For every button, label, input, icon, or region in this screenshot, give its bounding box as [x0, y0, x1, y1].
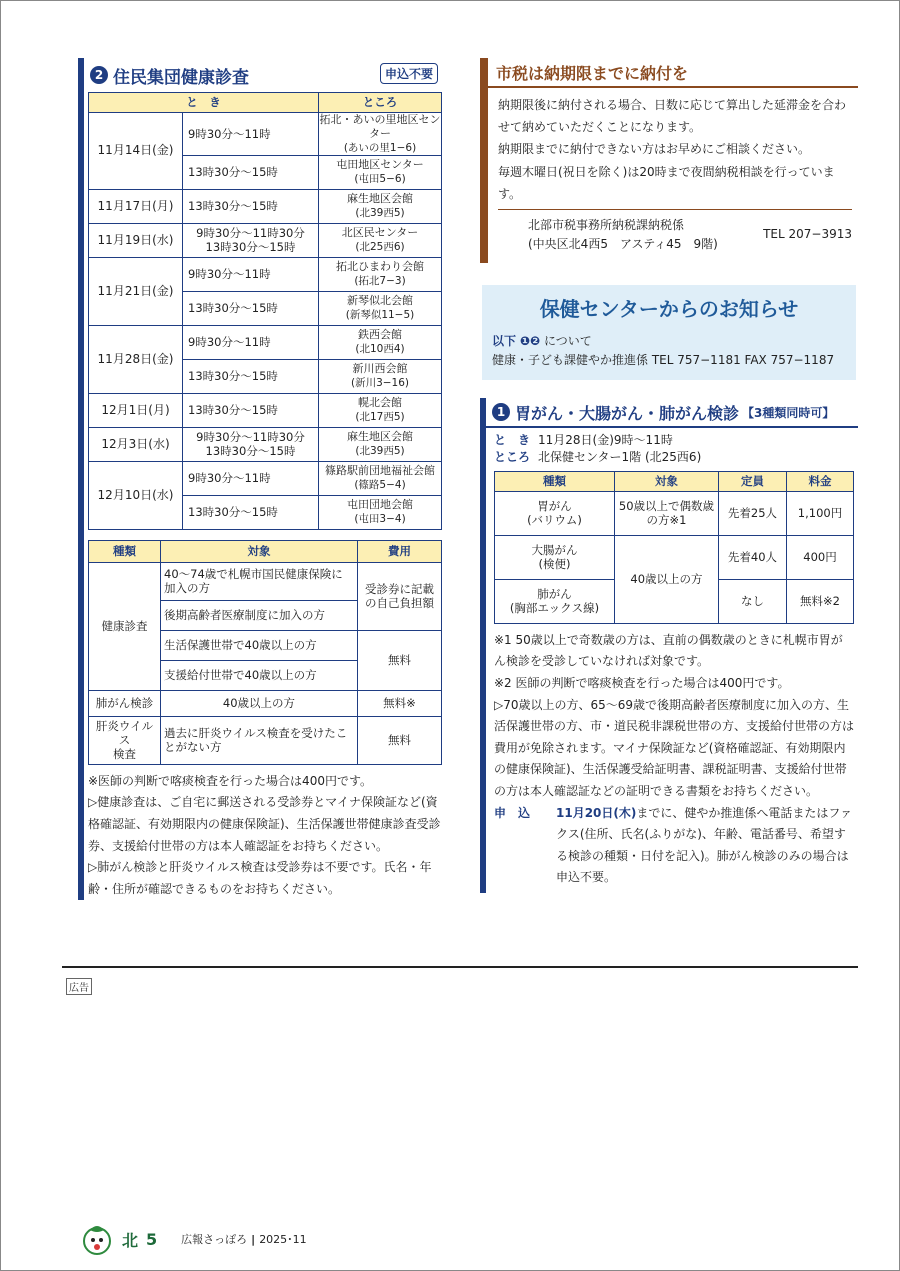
cancer-capacity: 先着40人	[719, 535, 787, 579]
place-name: 麻生地区会館	[347, 192, 413, 206]
schedule-date: 11月19日(水)	[89, 223, 183, 257]
place-name: 篠路駅前団地福祉会館	[325, 464, 435, 478]
place-name: 麻生地区会館	[347, 430, 413, 444]
tax-address: (中央区北4西5 アスティ45 9階)	[528, 236, 718, 251]
footer-publication: 広報さっぽろ	[181, 1233, 248, 1246]
cancer-type	[495, 491, 615, 535]
fee-target: 後期高齢者医療制度に加入の方	[161, 600, 358, 630]
group-checkup-section	[78, 58, 442, 900]
note-item: ▷肺がん検診と肝炎ウイルス検査は受診券は不要です。氏名・年齢・住所が確認できるものをお持ちください。	[88, 860, 432, 896]
section-number: 1	[492, 403, 510, 421]
mascot-icon	[80, 1222, 114, 1256]
no-application-badge: 申込不要	[380, 63, 438, 84]
type-name: 胃がん	[537, 498, 572, 513]
fee-target: 40歳以上の方	[161, 690, 358, 716]
schedule-place	[319, 427, 442, 461]
apply-text: までに、健やか推進係へ電話またはファクス(住所、氏名(ふりがな)、年齢、電話番号、希望する検診の種類・日付を記入)。肺がん検診のみの場合は申込不要。	[556, 805, 853, 885]
type-method: (胸部エックス線)	[509, 601, 600, 616]
health-sub-numbers: ❶❷	[519, 334, 541, 348]
place-name: 鉄西会館	[358, 328, 402, 342]
schedule-date: 11月17日(月)	[89, 189, 183, 223]
time-morning: 9時30分～11時30分	[196, 429, 305, 444]
tax-body	[480, 88, 858, 263]
footer-separator: |	[251, 1232, 256, 1246]
place-name: 北区民センター	[341, 226, 419, 240]
ad-label: 広告	[66, 978, 92, 995]
place-name: 新川西会館	[352, 362, 408, 376]
health-center-contact: 健康・子ども課健やか推進係 TEL 757−1181 FAX 757−1187	[492, 353, 835, 368]
tax-paragraph: 納期限後に納付される場合、日数に応じて算出した延滞金を合わせて納めていただくことになります。	[498, 98, 847, 135]
schedule-time: 13時30分～15時	[183, 189, 319, 223]
time-morning: 9時30分～11時30分	[196, 225, 305, 240]
cancer-capacity: なし	[719, 579, 787, 623]
place-name: 拓北・あいの里地区センター	[319, 113, 441, 140]
note-item: ※2 医師の判断で喀痰検査を行った場合は400円です。	[494, 675, 790, 690]
schedule-place	[319, 113, 442, 156]
note-item: ▷健康診査は、ご自宅に郵送される受診券とマイナ保険証など(資格確認証、有効期限内の健康保険証)、生活保護世帯健康診査受診券、支援給付世帯の方は本人確認証をお持ちください。	[88, 795, 441, 853]
fee-target: 支援給付世帯で40歳以上の方	[161, 660, 358, 690]
schedule-date: 11月14日(金)	[89, 113, 183, 190]
type-method: (検便)	[538, 557, 571, 572]
header-when: と き	[89, 93, 319, 113]
fee-table	[88, 540, 442, 765]
schedule-time: 9時30分～11時	[183, 113, 319, 156]
footer-page-number: 5	[146, 1229, 158, 1249]
schedule-time	[183, 427, 319, 461]
tax-title: 市税は納期限までに納付を	[480, 58, 858, 88]
place-address: (北10西4)	[355, 342, 405, 355]
tax-contact	[498, 209, 852, 257]
group-checkup-body	[78, 92, 442, 900]
schedule-time: 9時30分～11時	[183, 325, 319, 359]
fee-type: 肺がん検診	[89, 690, 161, 716]
cancer-note: 【3種類同時可】	[742, 405, 835, 420]
place-address: (北39西5)	[355, 444, 405, 457]
place-address: (拓北7−3)	[354, 274, 406, 287]
health-center-sub	[492, 332, 846, 370]
health-center-title: 保健センターからのお知らせ	[539, 297, 799, 321]
place-address: (屯田5−6)	[354, 172, 406, 185]
group-checkup-header	[78, 58, 442, 92]
cancer-table	[494, 471, 854, 624]
schedule-place	[319, 223, 442, 257]
divider	[62, 966, 858, 968]
place-address: (篠路5−4)	[354, 478, 406, 491]
place-name: 幌北会館	[358, 396, 402, 410]
fee-target: 40～74歳で札幌市国民健康保険に加入の方	[161, 562, 358, 600]
schedule-date: 12月3日(水)	[89, 427, 183, 461]
schedule-time: 13時30分～15時	[183, 495, 319, 529]
note-item: ※1 50歳以上で奇数歳の方は、直前の偶数歳のときに札幌市胃がん検診を受診していなければ対象です。	[494, 632, 843, 669]
cancer-body	[480, 428, 858, 893]
header-cost: 費用	[358, 540, 442, 562]
fee-target: 過去に肝炎ウイルス検査を受けたことがない方	[161, 716, 358, 764]
cancer-screening-section	[480, 398, 858, 893]
cancer-target: 50歳以上で偶数歳の方※1	[615, 491, 719, 535]
apply-label: 申 込	[494, 805, 531, 820]
place-name: 屯田団地会館	[347, 498, 413, 512]
fee-cost: 無料※	[358, 690, 442, 716]
fee-target: 生活保護世帯で40歳以上の方	[161, 630, 358, 660]
tax-tel: TEL 207−3913	[763, 227, 852, 242]
cancer-type	[495, 579, 615, 623]
place-address: (新川3−16)	[350, 376, 410, 389]
place-name: 屯田地区センター	[336, 158, 424, 172]
schedule-date: 12月1日(月)	[89, 393, 183, 427]
cancer-capacity: 先着25人	[719, 491, 787, 535]
note-item: ▷70歳以上の方、65～69歳で後期高齢者医療制度に加入の方、生活保護世帯の方、市・道民税非課税世帯の方、支援給付世帯の方は費用が免除されます。マイナ保険証など(資格確認証、有効期限内の健康保険証)、生活保護受給証明書、課税証明書、支援給付世帯の方は本人確認証などの証明できる書類をお持ちください。	[494, 697, 855, 798]
schedule-place	[319, 325, 442, 359]
where-label: ところ	[494, 450, 531, 465]
place-address: (北25西6)	[355, 240, 405, 253]
header-type: 種類	[89, 540, 161, 562]
cancer-notes	[494, 624, 854, 803]
type-method: (バリウム)	[527, 513, 582, 528]
health-sub-prefix: 以下	[492, 334, 517, 348]
schedule-place	[319, 257, 442, 291]
schedule-place	[319, 461, 442, 495]
place-address: (屯田3−4)	[354, 512, 406, 525]
schedule-time	[183, 223, 319, 257]
time-afternoon: 13時30分～15時	[205, 240, 296, 255]
type-name: 大腸がん	[531, 542, 578, 557]
cancer-application	[494, 803, 854, 889]
cancer-type	[495, 535, 615, 579]
place-address: (新琴似11−5)	[345, 308, 415, 321]
place-address: (あいの里1−6)	[343, 141, 417, 154]
tax-section	[480, 58, 858, 263]
schedule-place	[319, 291, 442, 325]
schedule-place	[319, 359, 442, 393]
time-afternoon: 13時30分～15時	[205, 444, 296, 459]
schedule-date: 11月21日(金)	[89, 257, 183, 325]
when-label: と き	[494, 433, 531, 447]
cancer-target: 40歳以上の方	[615, 535, 719, 623]
schedule-time: 13時30分～15時	[183, 393, 319, 427]
header-target: 対象	[615, 471, 719, 491]
fee-type-line2: 検査	[113, 747, 136, 762]
fee-type	[89, 716, 161, 764]
header-capacity: 定員	[719, 471, 787, 491]
cancer-fee: 無料※2	[787, 579, 854, 623]
schedule-time: 13時30分～15時	[183, 155, 319, 189]
footer	[80, 1222, 307, 1256]
place-name: 新琴似北会館	[347, 294, 413, 308]
fee-cost: 受診券に記載の自己負担額	[358, 562, 442, 630]
cancer-fee: 1,100円	[787, 491, 854, 535]
footer-date: 2025･11	[259, 1233, 307, 1246]
schedule-time: 13時30分～15時	[183, 291, 319, 325]
fee-type: 健康診査	[89, 562, 161, 690]
fee-type-line1: 肝炎ウイルス	[95, 718, 154, 747]
schedule-place	[319, 155, 442, 189]
cancer-header	[480, 398, 858, 428]
cancer-when	[494, 432, 854, 467]
section-title: 住民集団健康診査	[113, 67, 249, 88]
where-value: 北保健センター1階 (北25西6)	[538, 450, 702, 465]
schedule-place	[319, 393, 442, 427]
schedule-date: 11月28日(金)	[89, 325, 183, 393]
schedule-time: 9時30分～11時	[183, 257, 319, 291]
header-target: 対象	[161, 540, 358, 562]
footer-ward: 北	[122, 1230, 139, 1250]
place-address: (北39西5)	[355, 206, 405, 219]
schedule-place	[319, 189, 442, 223]
fee-cost: 無料	[358, 716, 442, 764]
cancer-fee: 400円	[787, 535, 854, 579]
schedule-time: 13時30分～15時	[183, 359, 319, 393]
schedule-table	[88, 92, 442, 530]
header-fee: 料金	[787, 471, 854, 491]
group-checkup-notes	[88, 765, 442, 901]
tax-paragraph: 毎週木曜日(祝日を除く)は20時まで夜間納税相談を行っています。	[498, 164, 835, 201]
cancer-title: 胃がん・大腸がん・肺がん検診	[515, 403, 740, 423]
header-where: ところ	[319, 93, 442, 113]
schedule-date: 12月10日(水)	[89, 461, 183, 529]
tax-paragraph: 納期限までに納付できない方はお早めにご相談ください。	[498, 142, 811, 157]
schedule-time: 9時30分～11時	[183, 461, 319, 495]
fee-cost: 無料	[358, 630, 442, 690]
section-number: 2	[90, 66, 108, 84]
schedule-place	[319, 495, 442, 529]
place-name: 拓北ひまわり会館	[336, 260, 424, 274]
health-sub-suffix: について	[544, 334, 592, 348]
type-name: 肺がん	[537, 586, 572, 601]
place-address: (北17西5)	[355, 410, 405, 423]
apply-deadline: 11月20日(木)	[556, 805, 637, 820]
tax-office: 北部市税事務所納税課納税係	[528, 217, 685, 232]
header-type: 種類	[495, 471, 615, 491]
when-value: 11月28日(金)9時～11時	[538, 433, 673, 447]
note-item: ※医師の判断で喀痰検査を行った場合は400円です。	[88, 773, 373, 788]
health-center-notice	[482, 285, 856, 380]
